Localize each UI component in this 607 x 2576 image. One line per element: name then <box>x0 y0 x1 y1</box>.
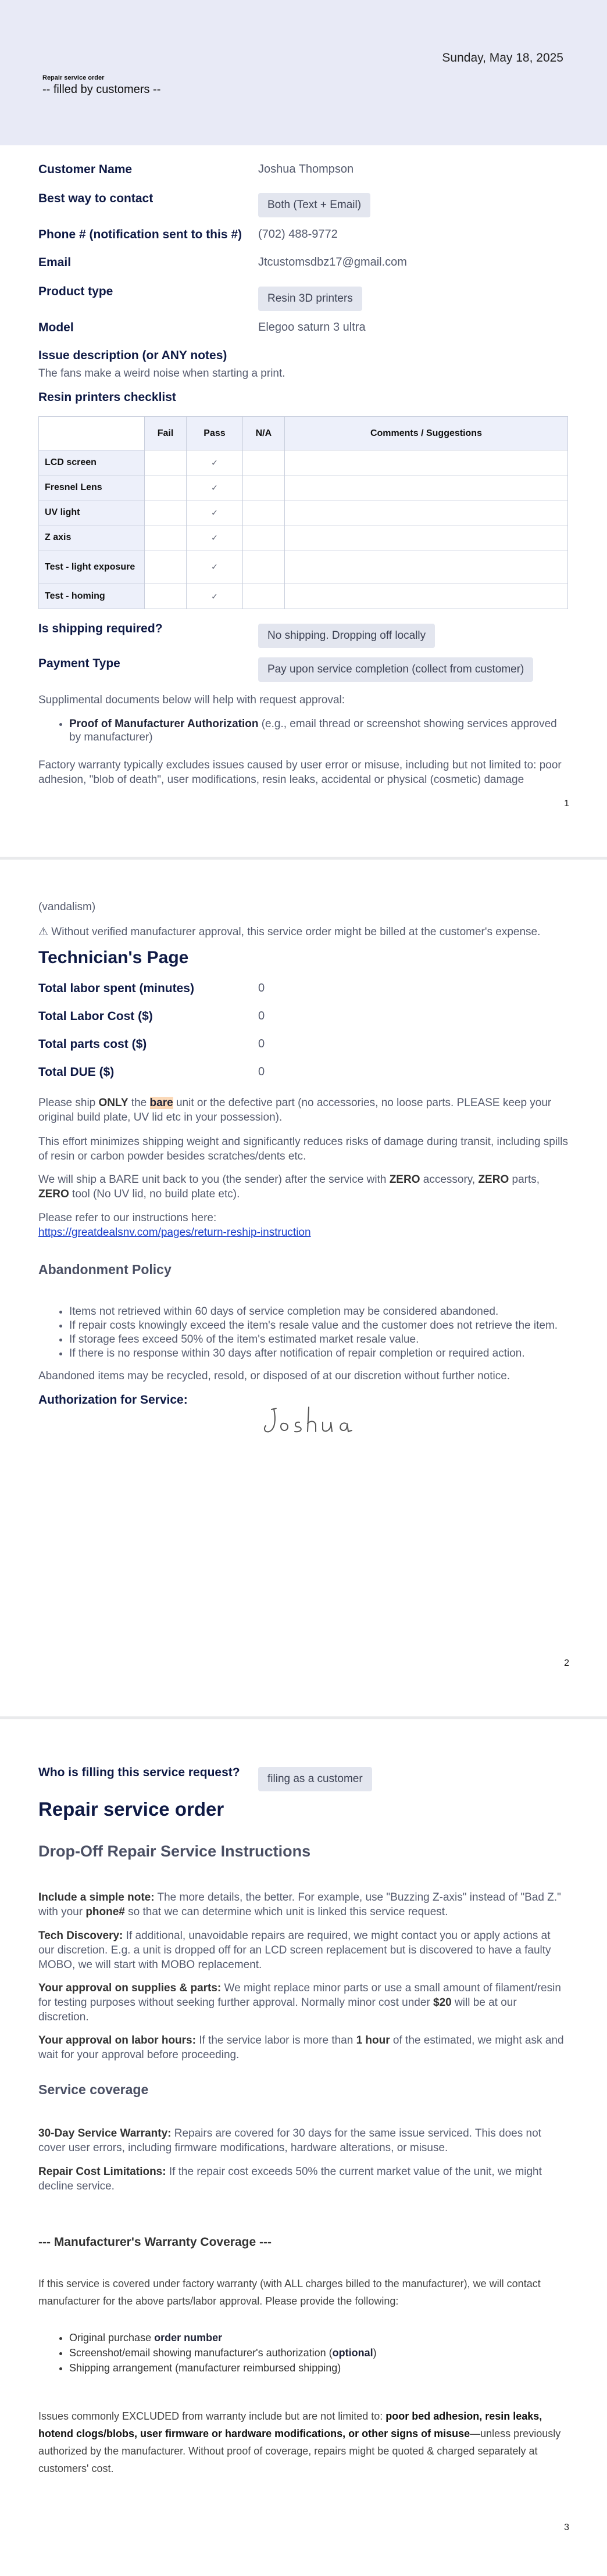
text-bold: optional <box>332 2347 373 2359</box>
parts-cost-label: Total parts cost ($) <box>38 1037 147 1051</box>
cost-limitations <box>38 2164 569 2194</box>
signature-image[interactable] <box>259 1397 375 1443</box>
abandonment-list <box>38 1305 569 1361</box>
zero-bold: ZERO <box>38 1188 69 1200</box>
header-band <box>0 0 607 145</box>
technician-title: Technician's Page <box>38 948 189 967</box>
checklist-item-name: Fresnel Lens <box>39 475 145 500</box>
service-warranty <box>38 2126 569 2155</box>
tech-discovery <box>38 1929 569 1972</box>
table-row <box>39 450 568 475</box>
checklist-header-row <box>39 417 568 450</box>
coverage-title: Service coverage <box>38 2082 149 2097</box>
simple-note <box>38 1890 569 1919</box>
text-bold: order number <box>154 2332 223 2344</box>
comments-cell[interactable] <box>284 450 567 475</box>
parts-cost-value[interactable]: 0 <box>258 1037 265 1050</box>
text-bold: Repair Cost Limitations: <box>38 2166 166 2178</box>
mfr-list <box>38 2331 569 2376</box>
checklist-table <box>38 416 568 609</box>
payment-select[interactable]: Pay upon service completion (collect from customer) <box>258 657 533 682</box>
warranty-note: Factory warranty typically excludes issues caused by user error or misuse, including but not limited to: poor adhesion, "blob of death", user modifications, resin leaks, accidental or physical (cosmetic) damage <box>38 759 562 786</box>
ship-instructions-p1 <box>38 1096 569 1125</box>
checklist-header-na: N/A <box>242 417 284 450</box>
model-label: Model <box>38 321 74 334</box>
fail-cell[interactable] <box>145 450 187 475</box>
form-title: Repair service order <box>42 74 105 81</box>
proof-rest: (e.g., email thread or screenshot showing services approved by manufacturer) <box>69 718 557 743</box>
text-bold: 1 hour <box>356 2034 390 2047</box>
issue-label: Issue description (or ANY notes) <box>38 349 227 362</box>
total-due-label: Total DUE ($) <box>38 1065 115 1079</box>
text-bold: poor bed adhesion, resin leaks, hotend clogs/blobs, user firmware or hardware modifications, or other signs of misuse <box>38 2410 542 2439</box>
na-cell[interactable] <box>242 550 284 584</box>
supplies-approval <box>38 1981 569 2024</box>
text-bold: Your approval on labor hours: <box>38 2034 196 2047</box>
labor-cost-value[interactable]: 0 <box>258 1010 265 1022</box>
phone-label: Phone # (notification sent to this #) <box>38 228 242 241</box>
na-cell[interactable] <box>242 525 284 550</box>
model-value[interactable]: Elegoo saturn 3 ultra <box>258 321 366 334</box>
total-due-value[interactable]: 0 <box>258 1065 265 1078</box>
ship-instructions-p3 <box>38 1172 569 1201</box>
page-2 <box>0 860 607 1716</box>
list-item <box>69 2331 569 2345</box>
text-bold: Include a simple note: <box>38 1891 155 1904</box>
issue-value[interactable]: The fans make a weird noise when starting a print. <box>38 367 285 380</box>
text-span: Please ship <box>38 1097 99 1109</box>
table-row <box>39 500 568 525</box>
comments-cell[interactable] <box>284 550 567 584</box>
list-item: • If storage fees exceed 50% of the item's estimated market resale value. <box>69 1333 569 1346</box>
instructions-link[interactable]: https://greatdealsnv.com/pages/return-reship-instruction <box>38 1226 311 1239</box>
text-span: of the estimated, we might ask and wait for your approval before proceeding. <box>38 2034 564 2061</box>
checklist-item-name: LCD screen <box>39 450 145 475</box>
who-select[interactable]: filing as a customer <box>258 1767 372 1791</box>
mfr-intro: If this service is covered under factory warranty (with ALL charges billed to the manufacturer), we will contact manufacturer for the above parts/labor approval. Please provide the following: <box>38 2278 541 2307</box>
customer-name-value[interactable]: Joshua Thompson <box>258 163 354 176</box>
na-cell[interactable] <box>242 450 284 475</box>
excluded-note <box>38 2407 569 2477</box>
mfr-warranty-title: --- Manufacturer's Warranty Coverage --- <box>38 2235 272 2249</box>
page-1 <box>0 0 607 857</box>
checklist-title: Resin printers checklist <box>38 391 176 404</box>
text-span: will be at our discretion. <box>38 1997 517 2023</box>
proof-bold: Proof of Manufacturer Authorization <box>69 718 259 730</box>
text-span: tool (No UV lid, no build plate etc). <box>69 1188 240 1200</box>
authorization-label: Authorization for Service: <box>38 1393 188 1407</box>
labor-minutes-label: Total labor spent (minutes) <box>38 982 194 995</box>
payment-label: Payment Type <box>38 657 120 670</box>
checklist-header-pass: Pass <box>187 417 243 450</box>
text-span: If the service labor is more than <box>195 2034 356 2047</box>
contact-select[interactable]: Both (Text + Email) <box>258 193 370 217</box>
text-span: the <box>128 1097 150 1109</box>
comments-cell[interactable] <box>284 475 567 500</box>
table-row <box>39 475 568 500</box>
text-bold: phone# <box>85 1906 125 1918</box>
text-span: ) <box>373 2347 377 2359</box>
ship-instructions-p2: This effort minimizes shipping weight and significantly reduces risks of damage during transit, including spills of resin or carbon powder besides scratches/dents etc. <box>38 1136 569 1162</box>
list-item: • If repair costs knowingly exceed the item's resale value and the customer does not retrieve the item. <box>69 1319 569 1332</box>
text-span: We will ship a BARE unit back to you (the sender) after the service with <box>38 1173 390 1186</box>
na-cell[interactable] <box>242 475 284 500</box>
ship-instructions-p4 <box>38 1211 569 1240</box>
product-select[interactable]: Resin 3D printers <box>258 287 362 311</box>
text-span: If the repair cost exceeds 50% the current market value of the unit, we might decline service. <box>38 2166 542 2192</box>
page-number: 2 <box>564 1658 569 1668</box>
comments-cell[interactable] <box>284 525 567 550</box>
zero-bold: ZERO <box>478 1173 509 1186</box>
list-item: • Shipping arrangement (manufacturer reimbursed shipping) <box>69 2361 569 2375</box>
text-span: If additional, unavoidable repairs are required, we might contact you or apply actions at our discretion. E.g. a unit is dropped off for an LCD screen replacement but is discovered to have a faulty MOBO, we will start with MOBO replacement. <box>38 1930 551 1971</box>
text-span: unit or the defective part (no accessories, no loose parts. PLEASE keep your original build plate, UV lid etc in your possession). <box>38 1097 552 1124</box>
na-cell[interactable] <box>242 500 284 525</box>
who-label: Who is filling this service request? <box>38 1766 240 1779</box>
repair-order-title: Repair service order <box>38 1798 224 1820</box>
pass-check-icon[interactable]: ✓ <box>187 475 243 500</box>
page-number: 3 <box>564 2523 569 2532</box>
text-span: Issues commonly EXCLUDED from warranty include but are not limited to: <box>38 2410 386 2422</box>
text-span: accessory, <box>420 1173 479 1186</box>
email-label: Email <box>38 256 72 269</box>
checklist-header-comments: Comments / Suggestions <box>284 417 567 450</box>
text-bold: Your approval on supplies & parts: <box>38 1982 222 1994</box>
checklist-header-fail: Fail <box>145 417 187 450</box>
docs-list <box>38 717 569 745</box>
warranty-note-cont: (vandalism) <box>38 901 96 913</box>
pass-check-icon[interactable]: ✓ <box>187 450 243 475</box>
checklist-item-name: Test - homing <box>39 584 145 609</box>
shipping-label: Is shipping required? <box>38 622 163 635</box>
bare-highlight: bare <box>149 1097 173 1109</box>
text-span: Original purchase <box>69 2332 155 2344</box>
text-span: —unless previously authorized by the manufacturer. Without proof of coverage, repairs might be quoted & charged separately at customers' cost. <box>38 2428 561 2474</box>
text-bold: Tech Discovery: <box>38 1930 123 1942</box>
abandonment-title: Abandonment Policy <box>38 1262 172 1277</box>
fail-cell[interactable] <box>145 525 187 550</box>
list-item: • Items not retrieved within 60 days of service completion may be considered abandoned. <box>69 1305 569 1318</box>
list-item: • If there is no response within 30 days after notification of repair completion or required action. <box>69 1347 569 1360</box>
comments-cell[interactable] <box>284 584 567 609</box>
list-item <box>69 717 569 744</box>
pass-check-icon[interactable]: ✓ <box>187 584 243 609</box>
phone-value[interactable]: (702) 488-9772 <box>258 228 338 241</box>
contact-label: Best way to contact <box>38 192 153 205</box>
text-bold: $20 <box>433 1997 452 2009</box>
warning-note: ⚠ Without verified manufacturer approval, this service order might be billed at the customer's expense. <box>38 926 541 938</box>
checklist-item-name: Z axis <box>39 525 145 550</box>
dropoff-title: Drop-Off Repair Service Instructions <box>38 1842 311 1860</box>
zero-bold: ZERO <box>389 1173 420 1186</box>
table-row <box>39 584 568 609</box>
customer-name-label: Customer Name <box>38 163 133 176</box>
text-span: Repairs are covered for 30 days for the same issue serviced. This does not cover user errors, including firmware modifications, hardware alterations, or misuse. <box>38 2127 541 2154</box>
only-bold: ONLY <box>98 1097 128 1109</box>
product-label: Product type <box>38 285 113 298</box>
page-3 <box>0 1719 607 2576</box>
comments-cell[interactable] <box>284 500 567 525</box>
form-subtitle: -- filled by customers -- <box>42 83 161 96</box>
checklist-item-name: UV light <box>39 500 145 525</box>
text-span: We might replace minor parts or use a small amount of filament/resin for testing purposes without seeking further approval. Normally minor cost under <box>38 1982 561 2009</box>
text-span: Screenshot/email showing manufacturer's authorization ( <box>69 2347 333 2359</box>
labor-minutes-value[interactable]: 0 <box>258 982 265 994</box>
shipping-select[interactable]: No shipping. Dropping off locally <box>258 624 435 648</box>
text-span: The more details, the better. For example, use "Buzzing Z-axis" instead of "Bad Z." with your <box>38 1891 561 1918</box>
text-bold: 30-Day Service Warranty: <box>38 2127 172 2139</box>
pass-check-icon[interactable]: ✓ <box>187 500 243 525</box>
labor-approval <box>38 2033 569 2062</box>
list-item <box>69 2346 569 2360</box>
fail-cell[interactable] <box>145 475 187 500</box>
pass-check-icon[interactable]: ✓ <box>187 525 243 550</box>
fail-cell[interactable] <box>145 550 187 584</box>
order-date: Sunday, May 18, 2025 <box>442 51 563 65</box>
table-row <box>39 525 568 550</box>
pass-check-icon[interactable]: ✓ <box>187 550 243 584</box>
refer-text: Please refer to our instructions here: <box>38 1212 217 1224</box>
docs-intro: Supplimental documents below will help with request approval: <box>38 694 345 706</box>
fail-cell[interactable] <box>145 500 187 525</box>
email-value[interactable]: Jtcustomsdbz17@gmail.com <box>258 256 407 269</box>
table-row <box>39 550 568 584</box>
text-span: parts, <box>509 1173 540 1186</box>
labor-cost-label: Total Labor Cost ($) <box>38 1010 153 1023</box>
text-span: so that we can determine which unit is linked this service request. <box>124 1906 448 1918</box>
checklist-item-name: Test - light exposure <box>39 550 145 584</box>
checklist-header-blank <box>39 417 145 450</box>
fail-cell[interactable] <box>145 584 187 609</box>
na-cell[interactable] <box>242 584 284 609</box>
page-number: 1 <box>564 799 569 808</box>
abandonment-footer: Abandoned items may be recycled, resold, or disposed of at our discretion without further notice. <box>38 1370 510 1382</box>
